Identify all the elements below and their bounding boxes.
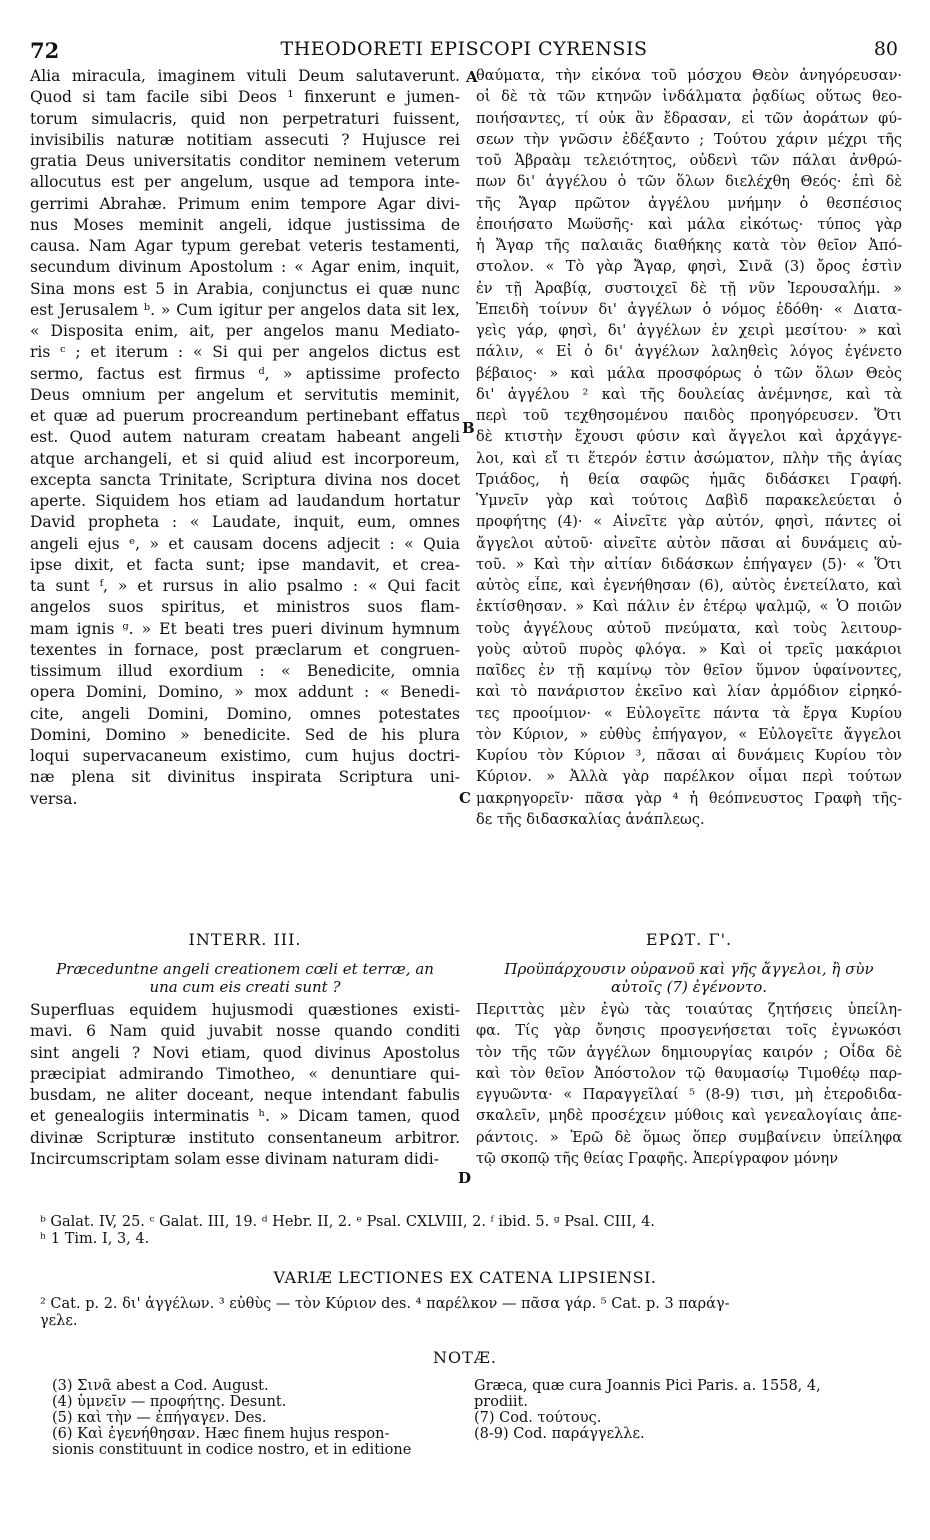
latin-text-line: næ plena sit divinitus inspirata Scriptura uni-: [30, 768, 460, 787]
latin-text-line: sermo, factus est firmus ᵈ, » aptissime profecto: [30, 364, 460, 383]
greek-text-line: Τριάδος, ἡ θεία σαφῶς ἡμᾶς διδάσκει Γραφή.: [476, 471, 902, 488]
latin-text-line: opera Domini, Domino, » mox addunt : « Benedi-: [30, 683, 460, 702]
varia-title: VARIÆ LECTIONES EX CATENA LIPSIENSI.: [273, 1268, 657, 1287]
page-number-right: 80: [873, 38, 898, 60]
latin-text-line: aperte. Siquidem hos etiam ad laudandum hortatur: [30, 492, 460, 510]
margin-letter-a: A: [466, 68, 478, 86]
greek-text-line: περὶ τοῦ τεχθησομένου παιδὸς προηγόρευσεν. Ὅτι: [476, 408, 902, 424]
greek-text-line: Κυρίου τὸν Κύριον ³, πᾶσαι αἱ δυνάμεις Κυρίου τὸν: [476, 748, 902, 764]
notae-left: [52, 1378, 452, 1458]
greek-text-line: ἐποιήσατο Μωϋσῆς· καὶ μάλα εἰκότως· τύπος γὰρ: [476, 216, 902, 233]
latin-text-line: secundum divinum Apostolum : « Agar enim, inquit,: [30, 258, 460, 277]
footnote-line: ᵇ Galat. IV, 25. ᶜ Galat. III, 19. ᵈ Hebr. II, 2. ᵉ Psal. CXLVIII, 2. ᶠ ibid. 5. ᵍ Psal. CIII, 4.: [40, 1214, 655, 1230]
greek-text-line: στολον. « Τὸ γὰρ Ἄγαρ, φησὶ, Σινᾶ (3) ὄρος ἐστὶν: [476, 259, 902, 276]
varia-line: γελε.: [40, 1313, 78, 1329]
notae-title: NOTÆ.: [433, 1348, 497, 1367]
greek-text-line: ἐν τῇ Ἀραβίᾳ, συστοιχεῖ δὲ τῇ νῦν Ἱερουσαλήμ. »: [476, 280, 902, 297]
latin-text-line: angelos suos spiritus, et ministros suos flam-: [30, 598, 460, 617]
margin-letter-b: B: [462, 419, 475, 437]
latin-text-line: cite, angeli Domini, Domino, omnes potestates: [30, 704, 460, 723]
greek-text-line: δὲ κτιστὴν ἔχουσι φύσιν καὶ ἄγγελοι καὶ ἀρχάγγε-: [476, 429, 902, 446]
interr-title-greek: ΕΡΩΤ. Γ'.: [645, 930, 733, 949]
latin-text-line: torum simulacris, quid non perpetraturi fuissent,: [30, 109, 460, 128]
latin-text-line: ta sunt ᶠ, » et rursus in alio psalmo : « Qui facit: [30, 577, 460, 595]
latin-text-line: invisibilis naturæ notitiam assecuti ? Hujusce rei: [30, 130, 460, 149]
greek-column: [476, 66, 902, 831]
latin-text-line: excepta sancta Trinitate, Scriptura divina nos docet: [30, 470, 460, 489]
question-latin-line: una cum eis creati sunt ?: [149, 978, 341, 996]
greek-text-line: φα. Τίς γὰρ ὄνησις προσγενήσεται τοῖς ἐγνωκόσι: [476, 1023, 902, 1040]
footnote-line: ʰ 1 Tim. I, 3, 4.: [40, 1231, 150, 1247]
nota-line: sionis constituunt in codice nostro, et in editione: [52, 1442, 412, 1458]
greek-text-line: βέβαιος· » καὶ μάλα προσφόρως ὁ τῶν ὅλων Θεὸς: [476, 365, 902, 382]
latin-text-line: allocutus est per angelum, usque ad tempora inte-: [30, 173, 460, 192]
latin-text-line: Superfluas equidem hujusmodi quæstiones existi-: [30, 1001, 460, 1019]
greek-text-line: παῖδες ἐν τῇ καμίνῳ τὸν θεῖον ὕμνον ὑφαίνοντες,: [476, 663, 902, 679]
greek-text-line: ποιήσαντες, τί οὐκ ἂν ἔδρασαν, εἰ τῶν ἀοράτων φύ-: [476, 110, 902, 127]
latin-text-line: Domini, Domino » benedicite. Sed de his plura: [30, 725, 460, 744]
greek-text-line: θαύματα, τὴν εἰκόνα τοῦ μόσχου Θεὸν ἀνηγόρευσαν·: [476, 68, 902, 84]
latin-text-line: texentes in fornace, post præclarum et congruen-: [30, 640, 460, 659]
greek-text-line: οἱ δὲ τὰ τῶν κτηνῶν ἰνδάλματα ῥᾳδίως οὕτως θεο-: [476, 89, 902, 106]
question-latin: [30, 960, 460, 996]
latin-column-answer: [30, 1000, 460, 1170]
nota-line: Græca, quæ cura Joannis Pici Paris. a. 1558, 4,: [474, 1378, 821, 1394]
greek-text-line: τες προοίμιον· « Εὐλογεῖτε πάντα τὰ ἔργα Κυρίου: [476, 705, 902, 722]
varia-line: ² Cat. p. 2. δι' ἀγγέλων. ³ εὐθὺς — τὸν Κύριον des. ⁴ παρέλκον — πᾶσα γάρ. ⁵ Cat. p. 3 παράγ-: [40, 1296, 730, 1312]
margin-letter-d: D: [458, 1169, 472, 1187]
latin-text-line: causa. Nam Agar typum gerebat veteris testamenti,: [30, 237, 460, 255]
latin-text-line: David propheta : « Laudate, inquit, eum, omnes: [30, 513, 460, 532]
question-greek-line: Προϋπάρχουσιν οὐρανοῦ καὶ γῆς ἄγγελοι, ἢ σὺν: [504, 960, 874, 978]
latin-text-line: divinæ Scripturæ instituto consentaneum arbitror.: [30, 1128, 460, 1147]
latin-text-line: Incircumscriptam solam esse divinam naturam didi-: [30, 1149, 439, 1168]
latin-text-line: gratia Deus universitatis conditor neminem veterum: [30, 152, 460, 170]
latin-text-line: « Disposita enim, ait, per angelos manu Mediato-: [30, 322, 460, 340]
running-title: THEODORETI EPISCOPI CYRENSIS: [280, 38, 648, 60]
nota-line: (3) Σινᾶ abest a Cod. August.: [52, 1378, 269, 1394]
page-header: [30, 38, 898, 62]
latin-text-line: mam ignis ᵍ. » Et beati tres pueri divinum hymnum: [30, 619, 460, 638]
latin-column: [30, 66, 460, 810]
latin-text-line: et quæ ad puerum procreandum pertinebant effatus: [30, 407, 460, 425]
latin-text-line: versa.: [30, 789, 78, 808]
greek-text-line: Περιττὰς μὲν ἐγὼ τὰς τοιαύτας ζητήσεις ὑπείλη-: [476, 1002, 902, 1018]
greek-text-line: ἄγγελοι αὐτοῦ· αἰνεῖτε αὐτὸν πᾶσαι αἱ δυνάμεις αὐ-: [476, 535, 902, 552]
greek-text-line: πων δι' ἀγγέλου ὁ τῶν ὅλων διελέχθη Θεός· ἐπὶ δὲ: [476, 174, 902, 191]
latin-text-line: angeli ejus ᵉ, » et causam docens adjecit : « Quia: [30, 534, 460, 553]
greek-text-line: ἡ Ἄγαρ τῆς παλαιᾶς διαθήκης κατὰ τὸν θεῖον Ἀπό-: [476, 238, 902, 254]
greek-column-answer: [476, 1000, 902, 1170]
greek-text-line: ἐκτίσθησαν. » Καὶ πάλιν ἐν ἑτέρῳ ψαλμῷ, « Ὁ ποιῶν: [476, 599, 902, 616]
greek-text-line: ράντοις. » Ἐρῶ δὲ ὅμως ὅπερ συμβαίνειν ὑπείληφα: [476, 1129, 902, 1146]
latin-text-line: est. Quod autem naturam creatam habeant angeli: [30, 428, 460, 447]
greek-text-line: λοι, καὶ εἴ τι ἕτερόν ἐστιν ἀσώματον, πλὴν τῆς ἁγίας: [476, 450, 902, 467]
latin-text-line: ipse dixit, et facta sunt; ipse mandavit, et crea-: [30, 555, 460, 574]
latin-text-line: Quod si tam facile sibi Deos ¹ finxerunt e jumen-: [30, 88, 460, 107]
latin-text-line: Deus omnium per angelum et servitutis meminit,: [30, 385, 460, 404]
greek-text-line: σεων τὴν γνῶσιν ἐδέξαντο ; Τούτου χάριν μέχρι τῆς: [476, 131, 902, 148]
page-number-left: 72: [30, 38, 60, 63]
greek-text-line: αὐτὸς εἶπε, καὶ ἐγενήθησαν (6), αὐτὸς ἐνετείλατο, καὶ: [476, 578, 902, 594]
latin-text-line: Sina mons est 5 in Arabia, conjunctus ei quæ nunc: [30, 279, 460, 298]
latin-text-line: et genealogiis interminatis ʰ. » Dicam tamen, quod: [30, 1107, 460, 1126]
greek-text-line: τὸν Κύριον, » εὐθὺς ἐπήγαγον, « Εὐλογεῖτε ἄγγελοι: [476, 726, 902, 743]
nota-line: (5) καὶ τὴν — ἐπήγαγεν. Des.: [52, 1410, 267, 1426]
greek-text-line: Ὑμνεῖν γὰρ καὶ τούτοις Δαβὶδ παρακελεύεται ὁ: [476, 493, 902, 509]
nota-line: prodiit.: [474, 1394, 528, 1410]
latin-text-line: atque archangeli, et si quid aliud est incorporeum,: [30, 449, 460, 468]
latin-text-line: tissimum illud exordium : « Benedicite, omnia: [30, 662, 460, 680]
question-latin-line: Præceduntne angeli creationem cœli et terræ, an: [56, 960, 434, 978]
footnotes: [40, 1214, 900, 1248]
greek-text-line: γεὶς γάρ, φησὶ, δι' ἀγγέλων ἐν χειρὶ μεσίτου· » καὶ: [476, 323, 902, 339]
greek-text-line: Κύριον. » Ἀλλὰ γὰρ παρέλκον οἶμαι περὶ τούτων: [476, 769, 902, 786]
greek-text-line: μακρηγορεῖν· πᾶσα γὰρ ⁴ ἡ θεόπνευστος Γραφὴ τῆς-: [476, 790, 902, 807]
greek-text-line: προφήτης (4)· « Αἰνεῖτε γὰρ αὐτόν, φησὶ, πάντες οἱ: [476, 514, 902, 531]
latin-text-line: nus Moses meminit angeli, idque justissima de: [30, 215, 460, 234]
latin-text-line: loqui supervacaneum existimo, cum hujus doctri-: [30, 747, 460, 765]
latin-text-line: mavi. 6 Nam quid juvabit nosse quando conditi: [30, 1022, 460, 1041]
greek-text-line: καὶ τὸ πανάριστον ἐκεῖνο καὶ λίαν ἁρμόδιον εἰρηκό-: [476, 684, 902, 701]
greek-text-line: καὶ τὸν θεῖον Ἀπόστολον τῷ θαυμασίῳ Τιμοθέῳ παρ-: [476, 1065, 902, 1082]
greek-text-line: εγγυῶντα· « Παραγγεῖλαί ⁵ (8-9) τισι, μὴ ἑτεροδιδα-: [476, 1087, 902, 1103]
latin-text-line: Alia miracula, imaginem vituli Deum salutaverunt.: [30, 67, 460, 85]
interr-title-latin: INTERR. III.: [188, 930, 302, 949]
greek-text-line: σκαλεῖν, μηδὲ προσέχειν μύθοις καὶ γενεαλογίαις ἀπε-: [476, 1108, 902, 1125]
greek-text-line: δε τῆς διδασκαλίας ἀνάπλεως.: [476, 811, 705, 828]
latin-text-line: gerrimi Abrahæ. Primum enim tempore Agar divi-: [30, 194, 460, 213]
greek-text-line: Ἐπειδὴ τοίνυν δι' ἀγγέλων ὁ νόμος ἐδόθη· « Διατα-: [476, 301, 902, 318]
varia-lectiones: [40, 1296, 900, 1330]
greek-text-line: πάλιν, « Εἰ ὁ δι' ἀγγέλων λαληθεὶς λόγος ἐγένετο: [476, 344, 902, 361]
greek-text-line: δι' ἀγγέλου ² καὶ τῆς δουλείας ἀνέμνησε, καὶ τὰ: [476, 386, 902, 403]
latin-text-line: præcipiat admirando Timotheo, « denuntiare qui-: [30, 1064, 460, 1083]
latin-text-line: est Jerusalem ᵇ. » Cum igitur per angelos data sit lex,: [30, 300, 460, 319]
latin-text-line: ris ᶜ ; et iterum : « Si qui per angelos dictus est: [30, 343, 460, 362]
greek-text-line: γοὺς αὐτοῦ πυρὸς φλόγα. » Καὶ οἱ τρεῖς μακάριοι: [476, 641, 902, 658]
greek-text-line: τῆς Ἄγαρ πρῶτον ἀγγέλου μνήμην ὁ θεσπέσιος: [476, 195, 902, 212]
greek-text-line: τῷ σκοπῷ τῆς θείας Γραφῆς. Ἀπερίγραφον μόνην: [476, 1150, 839, 1167]
greek-text-line: τοῦ. » Καὶ τὴν αἰτίαν διδάσκων ἐπήγαγεν (5)· « Ὅτι: [476, 556, 902, 573]
greek-text-line: τοὺς ἀγγέλους αὐτοῦ πνεύματα, καὶ τοὺς λειτουρ-: [476, 620, 902, 637]
nota-line: (6) Καὶ ἐγενήθησαν. Hæc finem hujus respon-: [52, 1426, 390, 1442]
nota-line: (8-9) Cod. παράγγελλε.: [474, 1426, 645, 1442]
nota-line: (4) ὑμνεῖν — προφήτης. Desunt.: [52, 1394, 287, 1410]
greek-text-line: τοῦ Ἀβραὰμ τελειότητος, οὐδενὶ τῶν πάλαι ἀνθρώ-: [476, 153, 902, 169]
latin-text-line: sint angeli ? Novi etiam, quod divinus Apostolus: [30, 1043, 460, 1062]
nota-line: (7) Cod. τούτους.: [474, 1410, 602, 1426]
question-greek-line: αὐτοῖς (7) ἐγένοντο.: [610, 978, 768, 996]
question-greek: [476, 960, 902, 996]
margin-letter-c: C: [459, 789, 471, 807]
latin-text-line: busdam, ne aliter doceant, neque intendant fabulis: [30, 1086, 460, 1104]
notae-right: [474, 1378, 894, 1442]
greek-text-line: τὸν τῆς τῶν ἀγγέλων δημιουργίας καιρόν ; Οἶδα δὲ: [476, 1044, 902, 1061]
